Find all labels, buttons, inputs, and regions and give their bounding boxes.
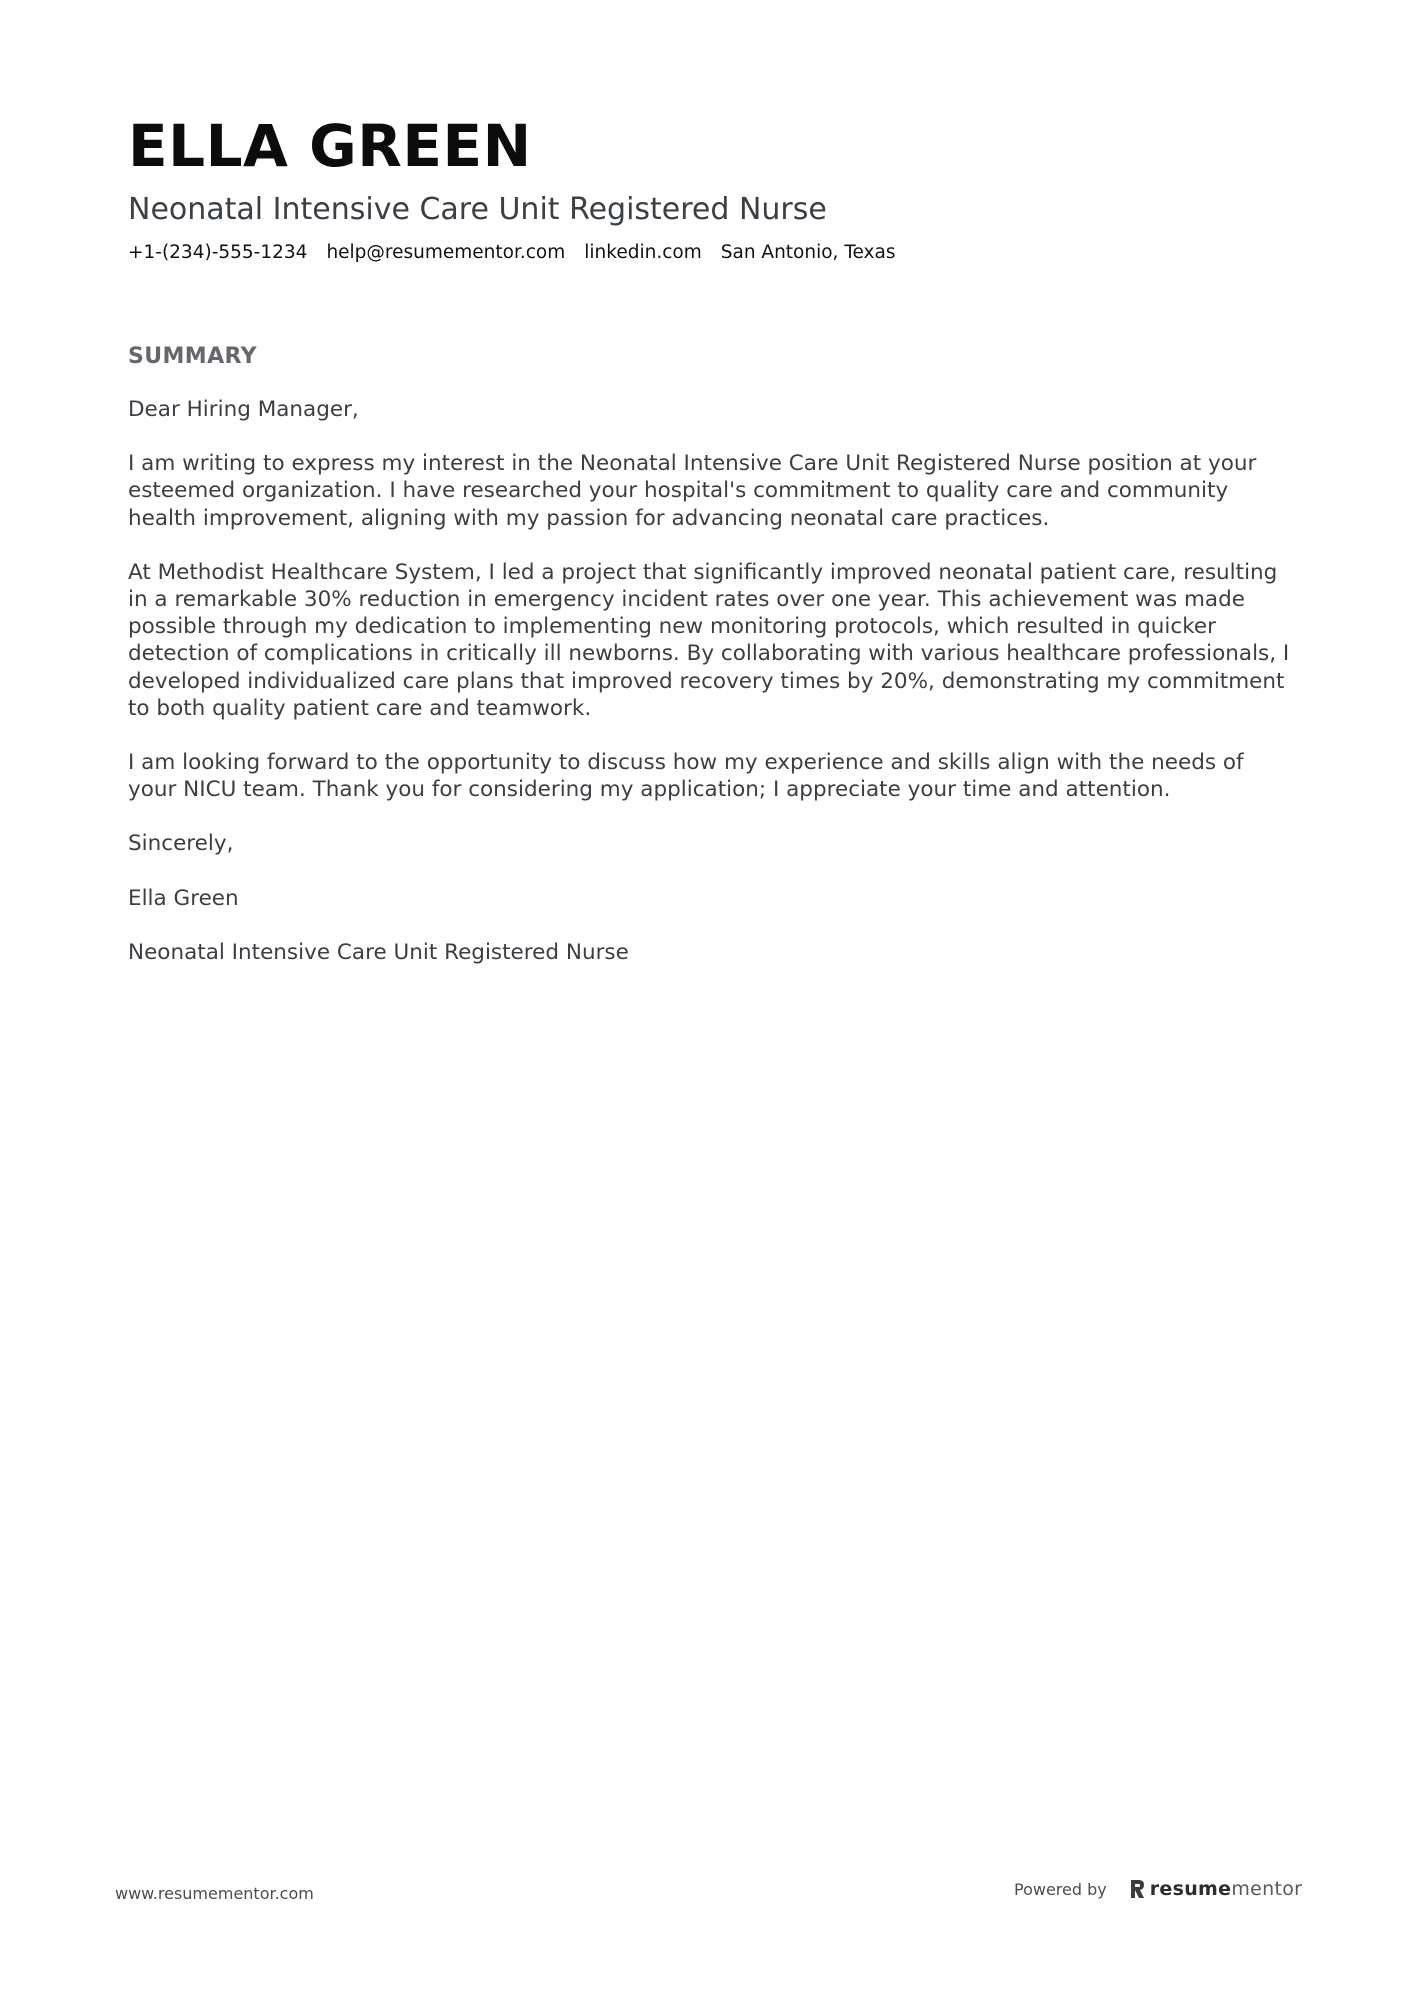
contact-linkedin[interactable]: linkedin.com — [584, 242, 702, 263]
section-heading: SUMMARY — [128, 344, 257, 369]
candidate-name: ELLA GREEN — [128, 112, 532, 180]
signature-name: Ella Green — [128, 885, 239, 911]
footer-branding — [1014, 1878, 1302, 1900]
body-paragraph-experience: At Methodist Healthcare System, I led a project that significantly improved neonatal patient care, resulting in a remarkable 30% reduction in emergency incident rates over one year. This achievement was made possible through my dedication to implementing new monitoring protocols, which resulted in quicker detection of complications in critically ill newborns. By collaborating with various healthcare professionals, I developed individualized care plans that improved recovery times by 20%, demonstrating my commitment to both quality patient care and teamwork. — [128, 559, 1290, 721]
contact-email[interactable]: help@resumementor.com — [326, 242, 566, 263]
contact-location: San Antonio, Texas — [720, 242, 896, 263]
header — [128, 112, 1288, 266]
salutation: Dear Hiring Manager, — [128, 397, 359, 422]
summary-section — [128, 342, 1298, 993]
signature-title: Neonatal Intensive Care Unit Registered Nurse — [128, 939, 629, 965]
resumementor-logo-icon — [1129, 1879, 1145, 1899]
brand-logo[interactable] — [1129, 1878, 1303, 1900]
powered-by-label: Powered by — [1014, 1879, 1107, 1899]
contact-line — [128, 240, 1288, 266]
contact-phone: +1-(234)-555-1234 — [128, 242, 308, 263]
body-paragraph-closing: I am looking forward to the opportunity to discuss how my experience and skills align with the needs of your NICU team. Thank you for considering my application; I appreciate your time and attention. — [128, 750, 1244, 803]
brand-wordmark: resumementor — [1149, 1878, 1303, 1900]
body-paragraph-intro: I am writing to express my interest in the Neonatal Intensive Care Unit Registered Nurse position at your esteemed organization. I have researched your hospital's commitment to quality care and community health improvement, aligning with my passion for advancing neonatal care practices. — [128, 451, 1257, 531]
footer-website[interactable]: www.resumementor.com — [115, 1884, 314, 1903]
job-title: Neonatal Intensive Care Unit Registered Nurse — [128, 192, 827, 227]
sign-off: Sincerely, — [128, 831, 234, 857]
